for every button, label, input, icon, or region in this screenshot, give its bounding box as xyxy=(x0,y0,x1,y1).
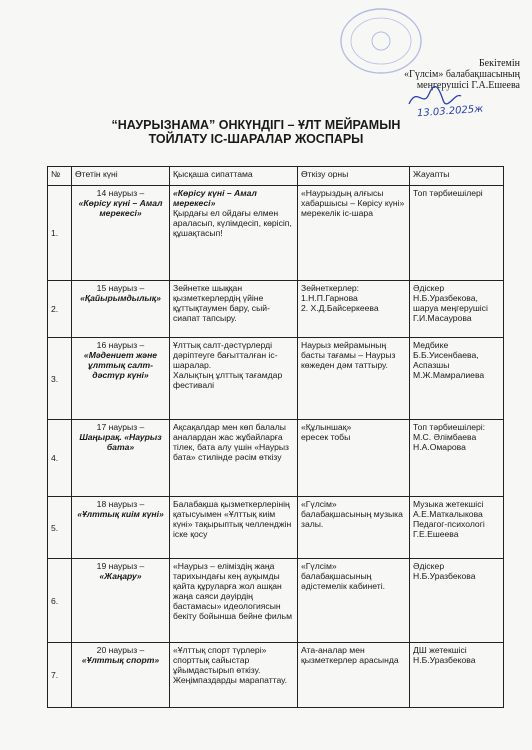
header-responsible: Жауапты xyxy=(410,167,504,186)
header-date: Өтетін күні xyxy=(72,167,170,186)
row-description xyxy=(170,186,298,281)
row-day: 20 наурыз – xyxy=(96,645,145,655)
row-day: 14 наурыз – xyxy=(96,188,145,198)
row-number: 5. xyxy=(48,497,72,559)
row-description: Зейнетке шыққан қызметкерлердің үйіне құттықтаумен бару, сый-сиапат тапсыру. xyxy=(170,281,298,338)
row-description: «Ұлттық спорт түрлері» спорттық сайыстар ұйымдастырып өткізу. Жеңімпаздарды марапаттау. xyxy=(170,643,298,708)
row-number: 1. xyxy=(48,186,72,281)
title-line-2: ТОЙЛАТУ ІС-ШАРАЛАР ЖОСПАРЫ xyxy=(148,132,364,146)
row-description-title: «Көрісу күні – Амал мерекесі» xyxy=(173,188,257,208)
table-row xyxy=(48,420,504,497)
row-place: Наурыз мейрамының басты тағамы – Наурыз көжеден дәм таттыру. xyxy=(298,338,410,420)
events-table xyxy=(47,166,504,708)
row-day: 16 наурыз – xyxy=(96,340,145,350)
row-date xyxy=(72,420,170,497)
row-place: «Гүлсім» балабақшасының әдістемелік кабинеті. xyxy=(298,559,410,643)
table-row xyxy=(48,186,504,281)
row-number: 3. xyxy=(48,338,72,420)
title-line-1: “НАУРЫЗНАМА” ОНКҮНДІГІ – ҰЛТ МЕЙРАМЫН xyxy=(111,118,401,132)
approval-line-3: меңгерушісі Г.А.Ешеева xyxy=(416,80,520,91)
row-event-name: «Жаңару» xyxy=(99,571,142,581)
row-event-name: «Мәдениет және ұлттық салт-дәстүр күні» xyxy=(83,350,158,380)
row-event-name: «Көрісу күні – Амал мерекесі» xyxy=(78,198,163,218)
row-description: Ақсақалдар мен көп балалы аналардан жас жұбайларға тілек, бата алу үшін «Наурыз бата» стилінде рәсім өткізу xyxy=(170,420,298,497)
row-day: 17 наурыз – xyxy=(96,422,145,432)
row-responsible: Әдіскер Н.Б.Уразбекова xyxy=(410,559,504,643)
row-date xyxy=(72,186,170,281)
approval-line-1: Бекітемін xyxy=(478,58,520,69)
approval-date: 13.03.2025ж xyxy=(416,103,484,120)
row-description: Балабақша қызметкерлерінің қатысуымен «Ұлттық киім күні» тақырыптық челленджін іске қосу xyxy=(170,497,298,559)
row-date xyxy=(72,559,170,643)
page-title xyxy=(96,118,416,146)
row-date xyxy=(72,497,170,559)
table-row xyxy=(48,559,504,643)
row-event-name: Шаңырақ. «Наурыз бата» xyxy=(79,432,162,452)
row-number: 4. xyxy=(48,420,72,497)
row-place: Зейнеткерлер: 1.Н.П.Гарнова 2. Х.Д.Байсеркеева xyxy=(298,281,410,338)
approval-line-2: «Гүлсім» балабақшасының xyxy=(404,69,520,80)
row-place: «Құлыншақ» ересек тобы xyxy=(298,420,410,497)
row-date xyxy=(72,281,170,338)
row-responsible: Топ тәрбиешілері xyxy=(410,186,504,281)
row-place: «Гүлсім» балабақшасының музыка залы. xyxy=(298,497,410,559)
row-place: «Наурыздың алғысы хабаршысы – Көрісу күні» мерекелік іс-шара xyxy=(298,186,410,281)
row-number: 7. xyxy=(48,643,72,708)
row-event-name: «Қайырымдылық» xyxy=(80,293,161,303)
row-responsible: ДШ жетекшісі Н.Б.Уразбекова xyxy=(410,643,504,708)
row-responsible: Топ тәрбиешілері: М.С. Әлімбаева Н.А.Омарова xyxy=(410,420,504,497)
row-description-text: Қырдағы ел ойдағы елмен араласып, күлімдесіп, көрісіп, құшақтасып! xyxy=(173,208,292,238)
row-day: 15 наурыз – xyxy=(96,283,145,293)
row-description: «Наурыз – еліміздің жаңа тарихындағы кең ауқымды қайта құруларға жол ашқан жаңа саяси дәуірдің бастамасы» идеологиясын бекіту бойынша бейне фильм xyxy=(170,559,298,643)
row-event-name: «Ұлттық спорт» xyxy=(81,655,160,665)
row-responsible: Әдіскер Н.Б.Уразбекова, шаруа меңгерушісі Г.И.Масаурова xyxy=(410,281,504,338)
row-place: Ата-аналар мен қызметкерлер арасында xyxy=(298,643,410,708)
table-row xyxy=(48,497,504,559)
row-responsible: Медбике Б.Б.Уисенбаева, Аспазшы М.Ж.Мамралиева xyxy=(410,338,504,420)
header-number: № xyxy=(48,167,72,186)
row-number: 6. xyxy=(48,559,72,643)
table-row xyxy=(48,281,504,338)
row-day: 19 наурыз – xyxy=(96,561,145,571)
row-date xyxy=(72,338,170,420)
row-event-name: «Ұлттық киім күні» xyxy=(77,509,164,519)
header-description: Қысқаша сипаттама xyxy=(170,167,298,186)
header-place: Өткізу орны xyxy=(298,167,410,186)
table-header-row xyxy=(48,167,504,186)
row-number: 2. xyxy=(48,281,72,338)
row-day: 18 наурыз – xyxy=(96,499,145,509)
table-row xyxy=(48,643,504,708)
row-description: Ұлттық салт-дәстүрлерді дәріптеуге бағытталған іс-шаралар. Халықтың ұлттық тағамдар фестивалі xyxy=(170,338,298,420)
row-responsible: Музыка жетекшісі А.Е.Маткалыкова Педагог-психологі Г.Е.Ешеева xyxy=(410,497,504,559)
row-date xyxy=(72,643,170,708)
table-row xyxy=(48,338,504,420)
